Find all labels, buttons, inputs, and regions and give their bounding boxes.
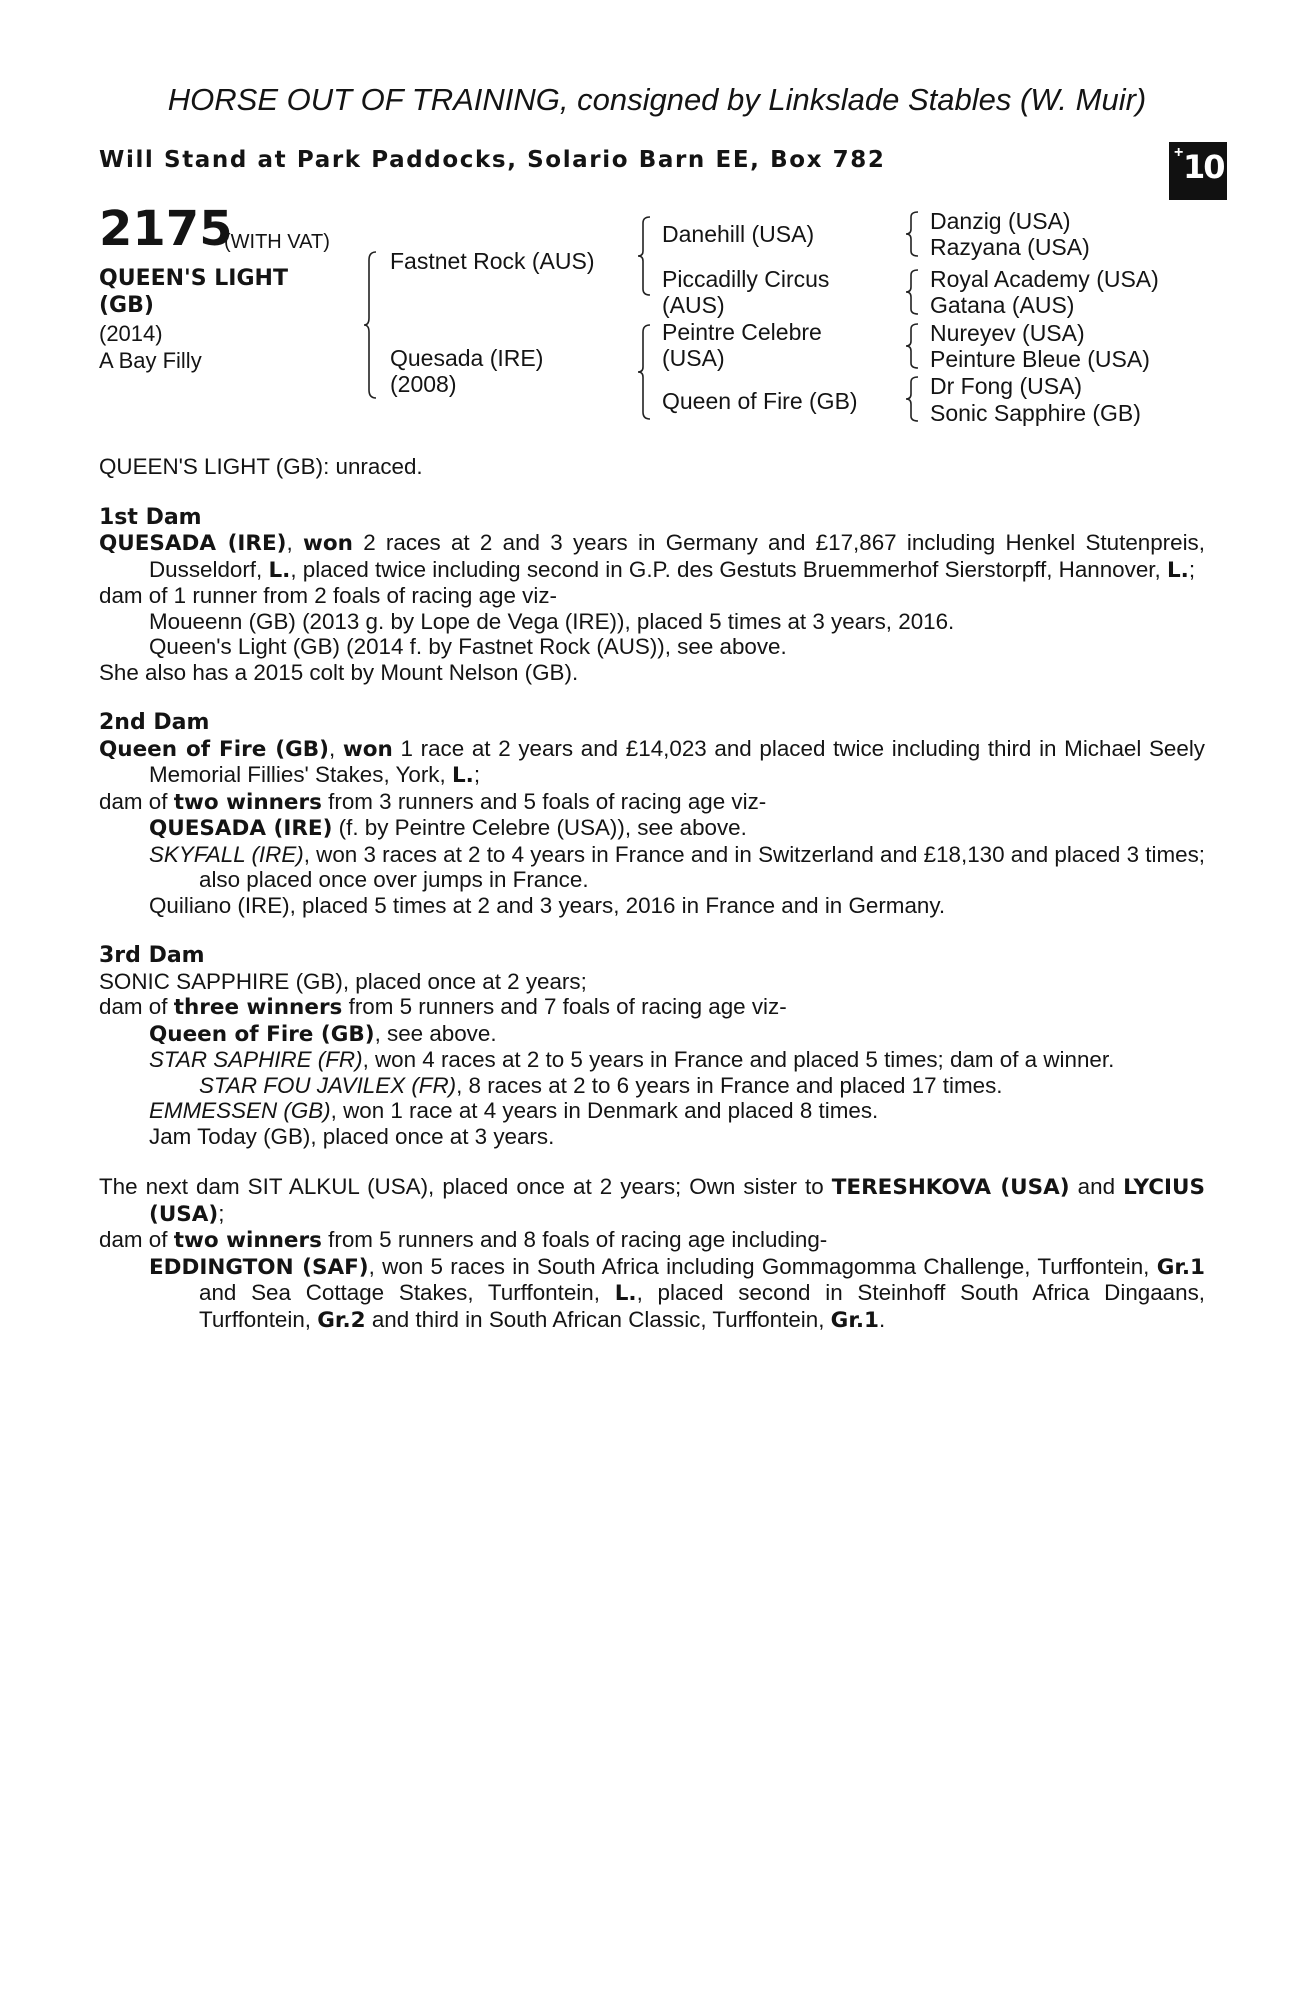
first-dam-produce-1: Moueenn (GB) (2013 g. by Lope de Vega (IRE)), placed 5 times at 3 years, 2016. xyxy=(149,608,955,634)
group-marker: Gr.1 xyxy=(830,1307,879,1333)
third-dam-grand-produce xyxy=(99,1073,1205,1099)
pedigree-g3: Royal Academy (USA) xyxy=(930,266,1159,292)
pedigree-dam-sire: Peintre Celebre (USA) xyxy=(662,319,822,371)
lot-number: 2175 xyxy=(99,201,233,257)
next-dam-section xyxy=(99,1174,1205,1333)
first-dam-won: won xyxy=(302,531,353,556)
first-dam-produce-2: Queen's Light (GB) (2014 f. by Fastnet Rock (AUS)), see above. xyxy=(149,634,787,659)
sibling-name: TERESHKOVA (USA) xyxy=(831,1175,1070,1200)
listed-marker: L. xyxy=(451,763,474,788)
second-dam-name: Queen of Fire (GB) xyxy=(99,736,329,762)
page-heading: HORSE OUT OF TRAINING, consigned by Linkslade Stables (W. Muir) xyxy=(167,82,1147,117)
lot-badge xyxy=(1169,142,1227,200)
horse-name-line2: (GB) xyxy=(99,293,154,318)
horse-meta xyxy=(99,320,202,374)
pedigree-sire-sire: Danehill (USA) xyxy=(662,221,815,247)
pedigree-brace-dam xyxy=(638,323,652,421)
period: . xyxy=(878,1306,886,1332)
produce-name: EDDINGTON (SAF) xyxy=(149,1254,369,1280)
horse-name-line1: QUEEN'S LIGHT xyxy=(99,266,288,291)
pedigree-sire-dam: Piccadilly Circus (AUS) xyxy=(662,266,830,318)
first-dam-note: She also has a 2015 colt by Mount Nelson (GB). xyxy=(99,659,579,685)
second-dam-text1: 1 race at 2 years and £14,023 and placed twice including third in Michael Seely Memorial Fillies' Stakes, York, xyxy=(149,735,1206,787)
second-dam-end: ; xyxy=(473,762,481,787)
third-dam-produce-2 xyxy=(99,1047,1205,1073)
produce-text: and third in South African Classic, Turffontein, xyxy=(371,1306,825,1332)
pedigree-g7: Dr Fong (USA) xyxy=(930,373,1083,399)
dam-of-pre: dam of xyxy=(99,788,168,814)
produce-text: , see above. xyxy=(374,1020,497,1046)
dam-of-post: from 5 runners and 8 foals of racing age including- xyxy=(328,1227,828,1252)
produce-text: , 8 races at 2 to 6 years in France and placed 17 times. xyxy=(456,1072,1003,1098)
pedigree-brace-g4 xyxy=(906,375,920,423)
dam-of-winners: three winners xyxy=(173,995,343,1020)
produce-name: Queen of Fire (GB) xyxy=(149,1021,375,1047)
next-dam-text: The next dam SIT ALKUL (USA), placed once at 2 years; Own sister to xyxy=(99,1174,824,1199)
dam-of-pre: dam of xyxy=(99,1227,168,1252)
first-dam-dam-of: dam of 1 runner from 2 foals of racing age viz- xyxy=(99,583,557,608)
group-marker: Gr.1 xyxy=(1156,1254,1205,1280)
stand-location: Will Stand at Park Paddocks, Solario Barn EE, Box 782 xyxy=(99,147,886,173)
pedigree-g5: Nureyev (USA) xyxy=(930,320,1085,346)
third-dam-produce-1 xyxy=(99,1021,1205,1048)
pedigree-g1: Danzig (USA) xyxy=(930,208,1071,234)
listed-marker: L. xyxy=(268,557,291,583)
second-dam-produce-3: Quiliano (IRE), placed 5 times at 2 and 3 years, 2016 in France and in Germany. xyxy=(149,892,946,918)
first-dam-text1: 2 races at 2 and 3 years in Germany and £17,867 including Henkel Stutenpreis, Dusseldorf, xyxy=(149,530,1205,582)
third-dam-produce-4: Jam Today (GB), placed once at 3 years. xyxy=(149,1123,555,1149)
produce-name: STAR SAPHIRE (FR) xyxy=(149,1047,363,1072)
pedigree-g4: Gatana (AUS) xyxy=(930,292,1075,318)
pedigree-g6: Peinture Bleue (USA) xyxy=(930,346,1150,372)
third-dam-section xyxy=(99,943,1205,1149)
dam-of-winners: two winners xyxy=(173,1228,322,1253)
dam-of-post: from 3 runners and 5 foals of racing age viz- xyxy=(328,788,767,814)
second-dam-produce-1 xyxy=(99,815,1205,842)
pedigree-brace-g1 xyxy=(906,210,920,258)
third-dam-heading: 3rd Dam xyxy=(99,943,205,968)
pedigree-brace-g2 xyxy=(906,268,920,316)
second-dam-heading: 2nd Dam xyxy=(99,710,210,735)
produce-name: STAR FOU JAVILEX (FR) xyxy=(199,1072,457,1098)
pedigree-dam-dam: Queen of Fire (GB) xyxy=(662,388,858,414)
second-dam-dam-of xyxy=(99,789,1205,816)
pedigree-brace-sire xyxy=(638,215,652,297)
next-dam-dam-of xyxy=(99,1227,1205,1254)
unraced-note: QUEEN'S LIGHT (GB): unraced. xyxy=(99,454,423,479)
dam-of-post: from 5 runners and 7 foals of racing age viz- xyxy=(348,994,787,1019)
produce-name: EMMESSEN (GB) xyxy=(149,1098,331,1123)
catalogue-body xyxy=(99,454,1205,1333)
produce-text: (f. by Peintre Celebre (USA)), see above. xyxy=(338,815,747,840)
next-dam-record xyxy=(99,1174,1205,1227)
listed-marker: L. xyxy=(1166,557,1189,583)
next-dam-produce-1 xyxy=(99,1254,1205,1334)
and-word: and xyxy=(1077,1174,1116,1199)
second-dam-record: Queen of Fire (GB), won 1 race at 2 years and £14,023 and placed twice including third in Michael Seely Memorial Fillies' Stakes, York, L.; xyxy=(99,735,1206,788)
pedigree-brace-main xyxy=(364,250,378,400)
dam-of-winners: two winners xyxy=(173,789,322,815)
produce-text: , placed second in Steinhoff South Africa Dingaans, Turffontein, xyxy=(199,1280,1206,1332)
pedigree-dam: Quesada (IRE) (2008) xyxy=(390,345,544,397)
dam-of-pre: dam of xyxy=(99,994,168,1019)
produce-name: SKYFALL (IRE) xyxy=(149,841,304,867)
first-dam-record: QUESADA (IRE), won 2 races at 2 and 3 years in Germany and £17,867 including Henkel Stutenpreis, Dusseldorf, L., placed twice including second in G.P. des Gestuts Bruemmerhof Sierstorpff, Hannover, L.; xyxy=(99,530,1205,583)
produce-name: QUESADA (IRE) xyxy=(149,816,333,841)
produce-text: , won 3 races at 2 to 4 years in France and in Switzerland and £18,130 and placed 3 times; also placed once over jumps in France. xyxy=(199,841,1205,892)
first-dam-heading: 1st Dam xyxy=(99,504,202,530)
pedigree-sire: Fastnet Rock (AUS) xyxy=(390,248,595,274)
third-dam-dam-of xyxy=(99,994,1205,1021)
listed-marker: L. xyxy=(614,1281,637,1306)
pedigree-g8: Sonic Sapphire (GB) xyxy=(930,400,1141,426)
second-dam-produce-2 xyxy=(99,842,1205,893)
vat-note: (WITH VAT) xyxy=(224,231,330,253)
produce-text: , won 1 race at 4 years in Denmark and placed 8 times. xyxy=(330,1098,879,1123)
sibling-name: LYCIUS (USA) xyxy=(149,1175,1205,1227)
produce-text: , won 4 races at 2 to 5 years in France and placed 5 times; dam of a winner. xyxy=(362,1047,1115,1072)
badge-plus: + xyxy=(1174,144,1184,161)
second-dam-won: won xyxy=(342,736,393,762)
horse-description: A Bay Filly xyxy=(99,348,202,373)
horse-name xyxy=(99,265,339,319)
first-dam-end: ; xyxy=(1188,556,1196,582)
pedigree-g2: Razyana (USA) xyxy=(930,234,1090,260)
group-marker: Gr.2 xyxy=(317,1307,366,1333)
second-dam-section xyxy=(99,710,1205,918)
first-dam-name: QUESADA (IRE) xyxy=(99,531,287,556)
first-dam-section xyxy=(99,505,1205,686)
next-dam-end: ; xyxy=(218,1200,225,1226)
horse-year: (2014) xyxy=(99,321,163,346)
produce-text: and Sea Cottage Stakes, Turffontein, xyxy=(199,1280,600,1305)
third-dam-produce-3 xyxy=(99,1098,1205,1124)
pedigree-brace-g3 xyxy=(906,322,920,370)
produce-text: , won 5 races in South Africa including Gommagomma Challenge, Turffontein, xyxy=(368,1253,1150,1279)
first-dam-text2: , placed twice including second in G.P. des Gestuts Bruemmerhof Sierstorpff, Hannover, xyxy=(290,556,1161,582)
third-dam-record: SONIC SAPPHIRE (GB), placed once at 2 years; xyxy=(99,968,587,994)
badge-number: 10 xyxy=(1183,148,1224,186)
